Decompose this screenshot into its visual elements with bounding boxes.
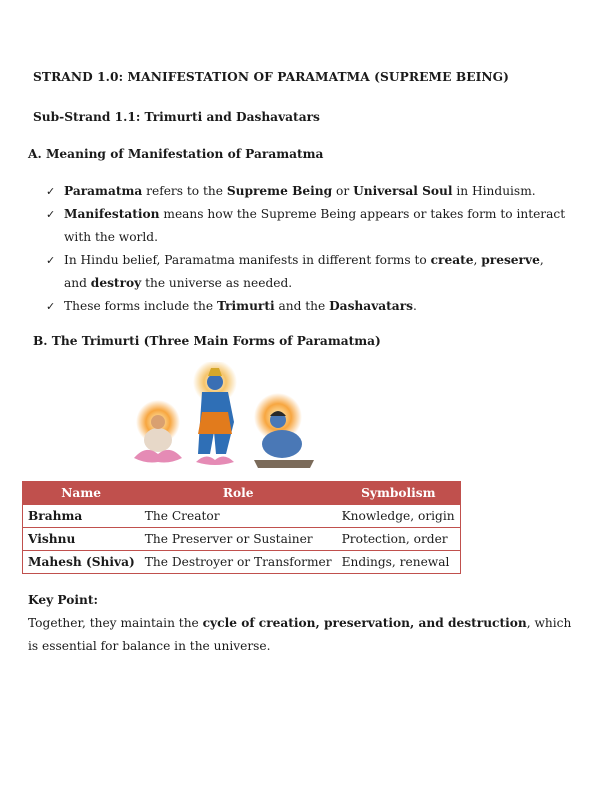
list-item: ✓ These forms include the Trimurti and the Dashavatars.: [64, 295, 584, 318]
shiva-figure: [262, 430, 302, 458]
cell-name: Brahma: [23, 505, 140, 528]
key-point-text: Together, they maintain the cycle of creation, preservation, and destruction, which is essential for balance in the universe.: [28, 616, 572, 653]
cell-role: The Preserver or Sustainer: [140, 528, 337, 551]
table-row: [23, 551, 461, 574]
check-icon: ✓: [46, 300, 56, 313]
cell-symbolism: Knowledge, origin: [337, 505, 461, 528]
table-row: [23, 528, 461, 551]
strand-title: STRAND 1.0: MANIFESTATION OF PARAMATMA (SUPREME BEING): [33, 70, 510, 84]
list-item: ✓ Manifestation means how the Supreme Being appears or takes form to interact with the world.: [64, 203, 584, 249]
column-header-role: Role: [140, 482, 337, 505]
list-item: ✓ Paramatma refers to the Supreme Being or Universal Soul in Hinduism.: [64, 180, 584, 203]
vishnu-head: [207, 374, 223, 390]
trimurti-illustration: [118, 362, 324, 472]
check-icon: ✓: [46, 208, 56, 221]
brahma-head: [151, 415, 165, 429]
table-row: [23, 505, 461, 528]
brahma-figure: [144, 428, 172, 452]
column-header-symbolism: Symbolism: [337, 482, 461, 505]
section-b-title: B. The Trimurti (Three Main Forms of Paramatma): [33, 334, 381, 348]
cell-role: The Destroyer or Transformer: [140, 551, 337, 574]
section-a-title: A. Meaning of Manifestation of Paramatma: [28, 147, 324, 161]
cell-name: Vishnu: [23, 528, 140, 551]
substrand-title: Sub-Strand 1.1: Trimurti and Dashavatars: [33, 110, 320, 124]
check-icon: ✓: [46, 185, 56, 198]
key-point-title: Key Point:: [28, 593, 98, 607]
table-header-row: [23, 482, 461, 505]
column-header-name: Name: [23, 482, 140, 505]
list-item: ✓ In Hindu belief, Paramatma manifests in different forms to create, preserve, and destroy the universe as needed.: [64, 249, 584, 295]
trimurti-table: [22, 481, 461, 574]
cell-symbolism: Endings, renewal: [337, 551, 461, 574]
vishnu-lotus: [196, 456, 234, 465]
cell-name: Mahesh (Shiva): [23, 551, 140, 574]
cell-role: The Creator: [140, 505, 337, 528]
cell-symbolism: Protection, order: [337, 528, 461, 551]
shiva-rock: [254, 460, 314, 468]
vishnu-robe: [198, 412, 232, 434]
check-icon: ✓: [46, 254, 56, 267]
